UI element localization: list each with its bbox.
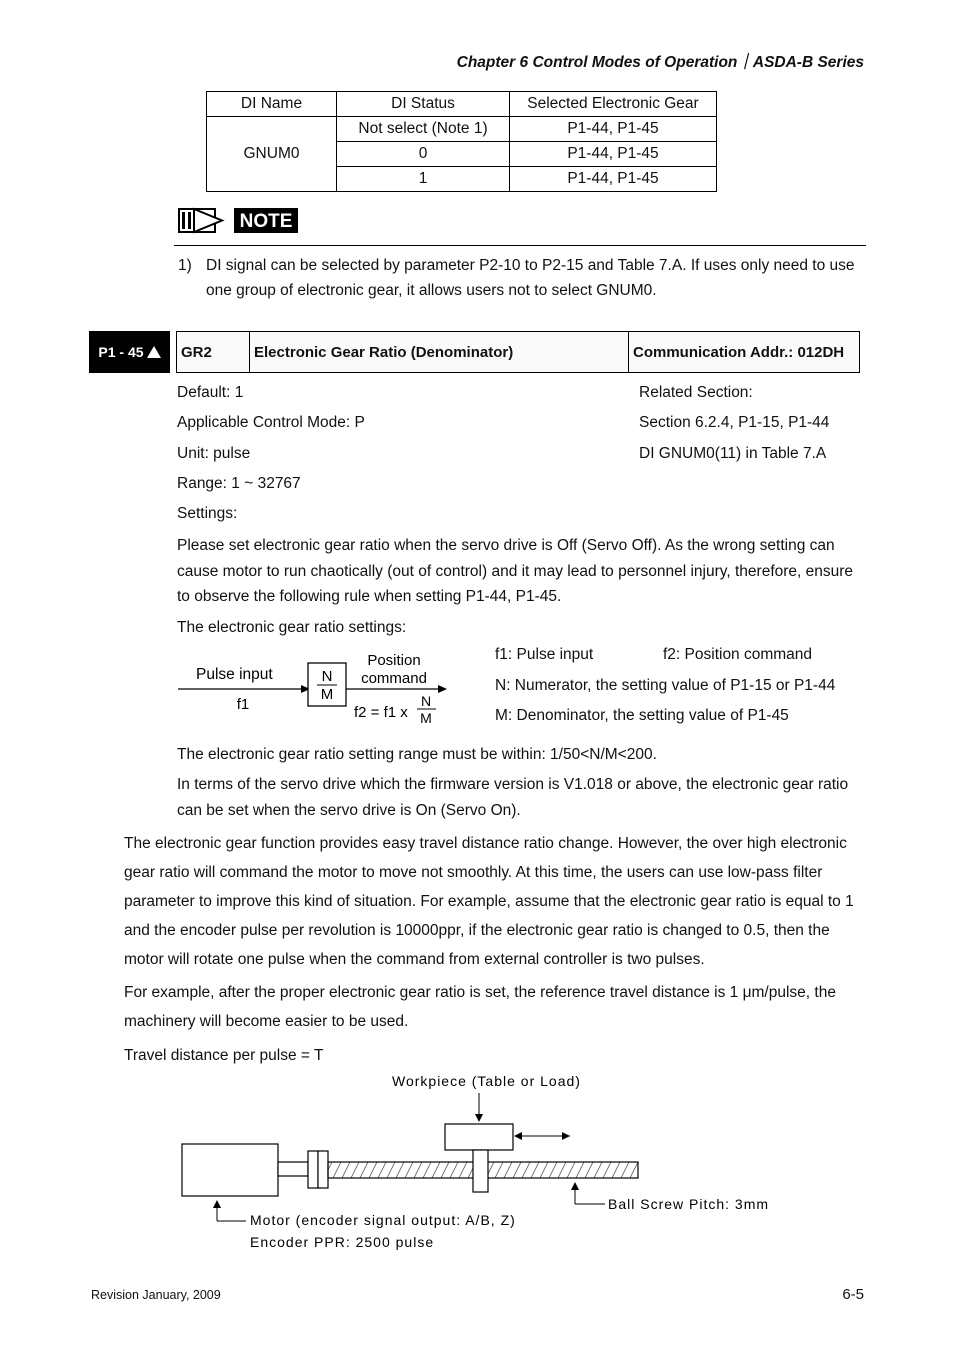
note-arrow-icon [179, 209, 222, 232]
table-header-cell: Selected Electronic Gear [510, 92, 717, 117]
formula-label: f2 = f1 x [354, 704, 408, 721]
ball-screw-pitch-label: Ball Screw Pitch: 3mm [608, 1196, 770, 1212]
triangle-up-icon [147, 346, 161, 358]
table-header-row [207, 92, 717, 117]
parameter-comm-addr: Communication Addr.: 012DH [629, 332, 860, 373]
command-label: command [361, 670, 427, 687]
legend-n: N: Numerator, the setting value of P1-15 or P1-44 [495, 677, 836, 694]
motor-pointer-head [213, 1200, 221, 1208]
workpiece-label: Workpiece (Table or Load) [392, 1073, 581, 1089]
related-section-1: Section 6.2.4, P1-15, P1-44 [639, 414, 830, 431]
pitch-pointer-head [571, 1182, 579, 1190]
coupling-left [308, 1151, 318, 1188]
travel-arrow-left [514, 1132, 522, 1140]
ratio-settings-title: The electronic gear ratio settings: [177, 619, 407, 636]
formula-n: N [420, 693, 432, 709]
note-badge [178, 207, 298, 234]
table-cell: 1 [337, 167, 510, 192]
formula-m: M [420, 710, 432, 726]
parameter-settings-label: Settings: [177, 505, 238, 522]
position-label: Position [367, 652, 421, 669]
workpiece-pointer-head [475, 1114, 483, 1122]
parameter-unit: Unit: pulse [177, 445, 251, 462]
note-item-number: 1) [178, 257, 192, 274]
encoder-ppr-label: Encoder PPR: 2500 pulse [250, 1234, 435, 1250]
table-cell: Not select (Note 1) [337, 117, 510, 142]
parameter-control-mode: Applicable Control Mode: P [177, 414, 365, 431]
note-item-text: DI signal can be selected by parameter P2-10 to P2-15 and Table 7.A. If uses only need to use one group of electronic gear, it allows users not to select GNUM0. [206, 257, 855, 299]
travel-arrow-right [562, 1132, 570, 1140]
motor-body [182, 1144, 278, 1196]
related-section-title: Related Section: [639, 384, 753, 401]
parameter-code: GR2 [177, 332, 250, 373]
output-arrow-head [438, 685, 447, 693]
firmware-text: In terms of the servo drive which the firmware version is V1.018 or above, the electronic gear ratio can be set when the servo drive is On (Servo On). [177, 776, 849, 819]
parameter-tag-label: P1 - 45 [98, 344, 144, 360]
table-cell: P1-44, P1-45 [510, 167, 717, 192]
legend-f2: f2: Position command [663, 646, 813, 663]
parameter-header [176, 331, 860, 373]
table-cell: P1-44, P1-45 [510, 142, 717, 167]
ball-screw-diagram [170, 1066, 790, 1256]
ball-nut [473, 1150, 488, 1192]
body-paragraph-2: For example, after the proper electronic gear ratio is set, the reference travel distance is 1 μm/pulse, the machinery will become easier to be used. [124, 984, 836, 1030]
table-cell: 0 [337, 142, 510, 167]
gear-ratio-diagram [175, 645, 465, 733]
ratio-range-text: The electronic gear ratio setting range must be within: 1/50<N/M<200. [177, 746, 657, 763]
table-header-cell: DI Status [337, 92, 510, 117]
table-row [207, 117, 717, 142]
note-item [178, 253, 858, 303]
di-name-cell: GNUM0 [207, 117, 337, 192]
parameter-default: Default: 1 [177, 384, 244, 401]
coupling-right [318, 1151, 328, 1188]
pulse-input-label: Pulse input [196, 666, 273, 683]
di-table [206, 91, 717, 192]
page-number: 6-5 [842, 1286, 864, 1303]
workpiece-table [445, 1124, 513, 1150]
related-section-2: DI GNUM0(11) in Table 7.A [639, 445, 827, 462]
table-cell: P1-44, P1-45 [510, 117, 717, 142]
motor-shaft [278, 1162, 308, 1176]
legend-m: M: Denominator, the setting value of P1-45 [495, 707, 789, 724]
parameter-range: Range: 1 ~ 32767 [177, 475, 301, 492]
legend-f1: f1: Pulse input [495, 646, 594, 663]
gear-block-m: M [320, 686, 334, 703]
table-header-cell: DI Name [207, 92, 337, 117]
footer-revision: Revision January, 2009 [91, 1288, 221, 1302]
parameter-tag [89, 331, 170, 373]
body-paragraph-1: The electronic gear function provides easy travel distance ratio change. However, the over high electronic gear ratio will command the motor to move not smoothly. At this time, the users can use low-pass filter parameter to improve this kind of situation. For example, assume that the electronic gear ratio is equal to 1 and the encoder pulse per revolution is 10000ppr, if the electronic gear ratio is changed to 0.5, then the motor will rotate one pulse when the command from external controller is two pulses. [124, 835, 854, 968]
page-header: Chapter 6 Control Modes of Operation｜ASDA-B Series [456, 54, 864, 71]
settings-paragraph: Please set electronic gear ratio when the servo drive is Off (Servo Off). As the wrong setting can cause motor to run chaotically (out of control) and it may lead to personnel injury, therefore, ensure to observe the following rule when setting P1-44, P1-45. [177, 537, 854, 605]
note-divider [174, 245, 866, 246]
f1-label: f1 [236, 696, 250, 713]
travel-distance-label: Travel distance per pulse = T [124, 1047, 324, 1064]
note-label: NOTE [239, 211, 293, 232]
gear-block-n: N [321, 668, 333, 685]
parameter-name: Electronic Gear Ratio (Denominator) [250, 332, 629, 373]
motor-label: Motor (encoder signal output: A/B, Z) [250, 1212, 516, 1228]
